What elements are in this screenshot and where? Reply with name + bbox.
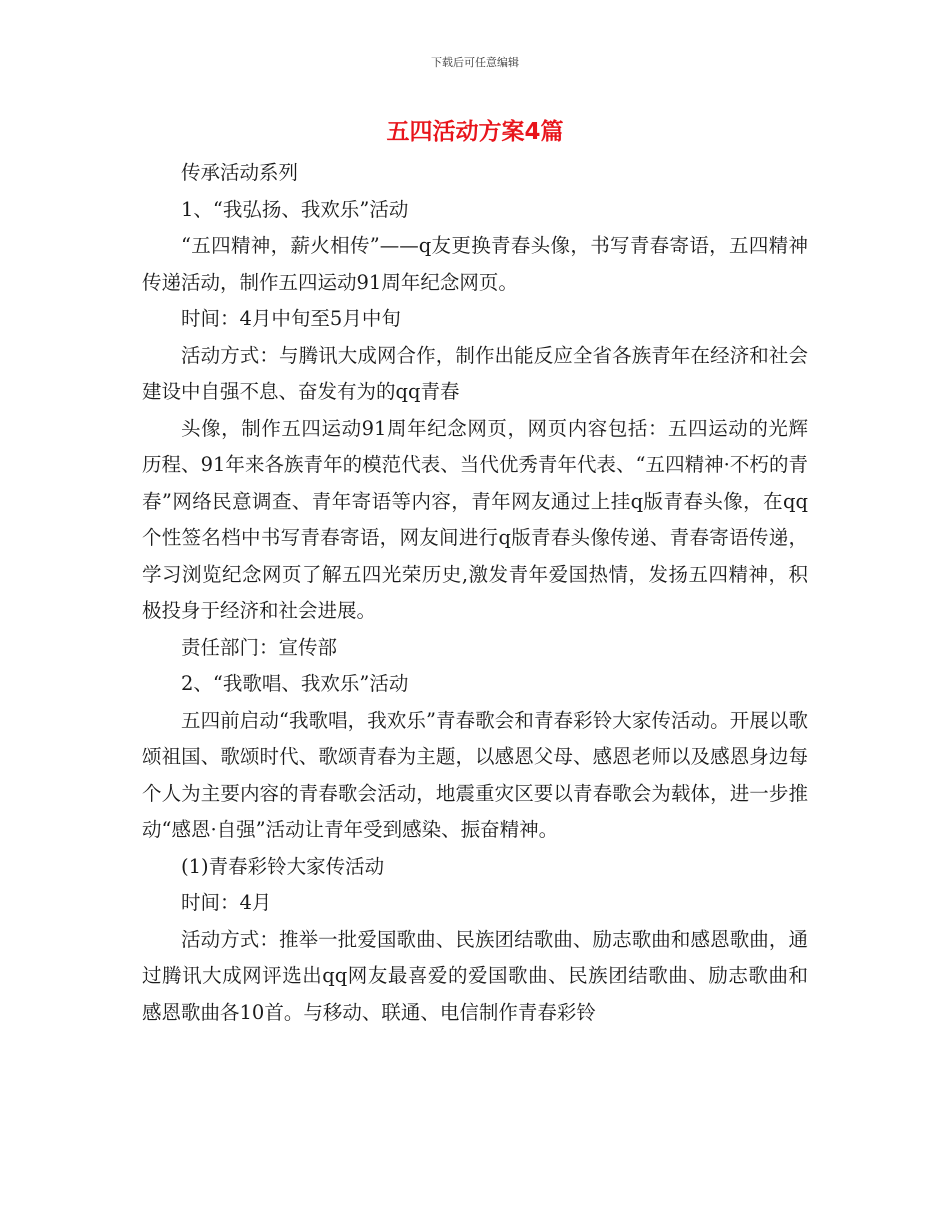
paragraph-activity-1-intro: “五四精神，薪火相传”——q友更换青春头像，书写青春寄语，五四精神传递活动，制作五四运动91周年纪念网页。 [142,234,808,294]
paragraph-activity-1-time: 时间：4月中旬至5月中旬 [181,307,401,330]
paragraph-activity-1-details: 头像，制作五四运动91周年纪念网页，网页内容包括：五四运动的光辉历程、91年来各族青年的模范代表、当代优秀青年代表、“五四精神·不朽的青春”网络民意调查、青年寄语等内容，青年网友通过上挂q版青春头像，在qq个性签名档中书写青春寄语，网友间进行q版青春头像传递、青春寄语传递，学习浏览纪念网页了解五四光荣历史,激发青年爱国热情，发扬五四精神，积极投身于经济和社会进展。 [142,416,808,622]
paragraph-activity-1-heading: 1、“我弘扬、我欢乐”活动 [181,197,409,221]
paragraph-section-heading: 传承活动系列 [181,161,299,184]
paragraph-activity-2-heading: 2、“我歌唱、我欢乐”活动 [181,672,409,695]
document-body [142,155,808,1031]
paragraph-subactivity-heading: (1)青春彩铃大家传活动 [181,854,385,878]
paragraph-subactivity-time: 时间：4月 [181,891,272,914]
paragraph-activity-2-intro: 五四前启动“我歌唱，我欢乐”青春歌会和青春彩铃大家传活动。开展以歌颂祖国、歌颂时代、歌颂青春为主题，以感恩父母、感恩老师以及感恩身边每个人为主要内容的青春歌会活动，地震重灾区要以青春歌会为载体，进一步推动“感恩·自强”活动让青年受到感染、振奋精神。 [142,708,808,841]
paragraph-subactivity-method: 活动方式：推举一批爱国歌曲、民族团结歌曲、励志歌曲和感恩歌曲，通过腾讯大成网评选出qq网友最喜爱的爱国歌曲、民族团结歌曲、励志歌曲和感恩歌曲各10首。与移动、联通、电信制作青春彩铃 [142,927,808,1024]
header-note: 下载后可任意编辑 [431,56,519,69]
paragraph-activity-1-method: 活动方式：与腾讯大成网合作，制作出能反应全省各族青年在经济和社会建设中自强不息、奋发有为的qq青春 [142,343,808,403]
paragraph-activity-1-department: 责任部门：宣传部 [181,635,338,659]
document-title: 五四活动方案4篇 [386,119,564,145]
